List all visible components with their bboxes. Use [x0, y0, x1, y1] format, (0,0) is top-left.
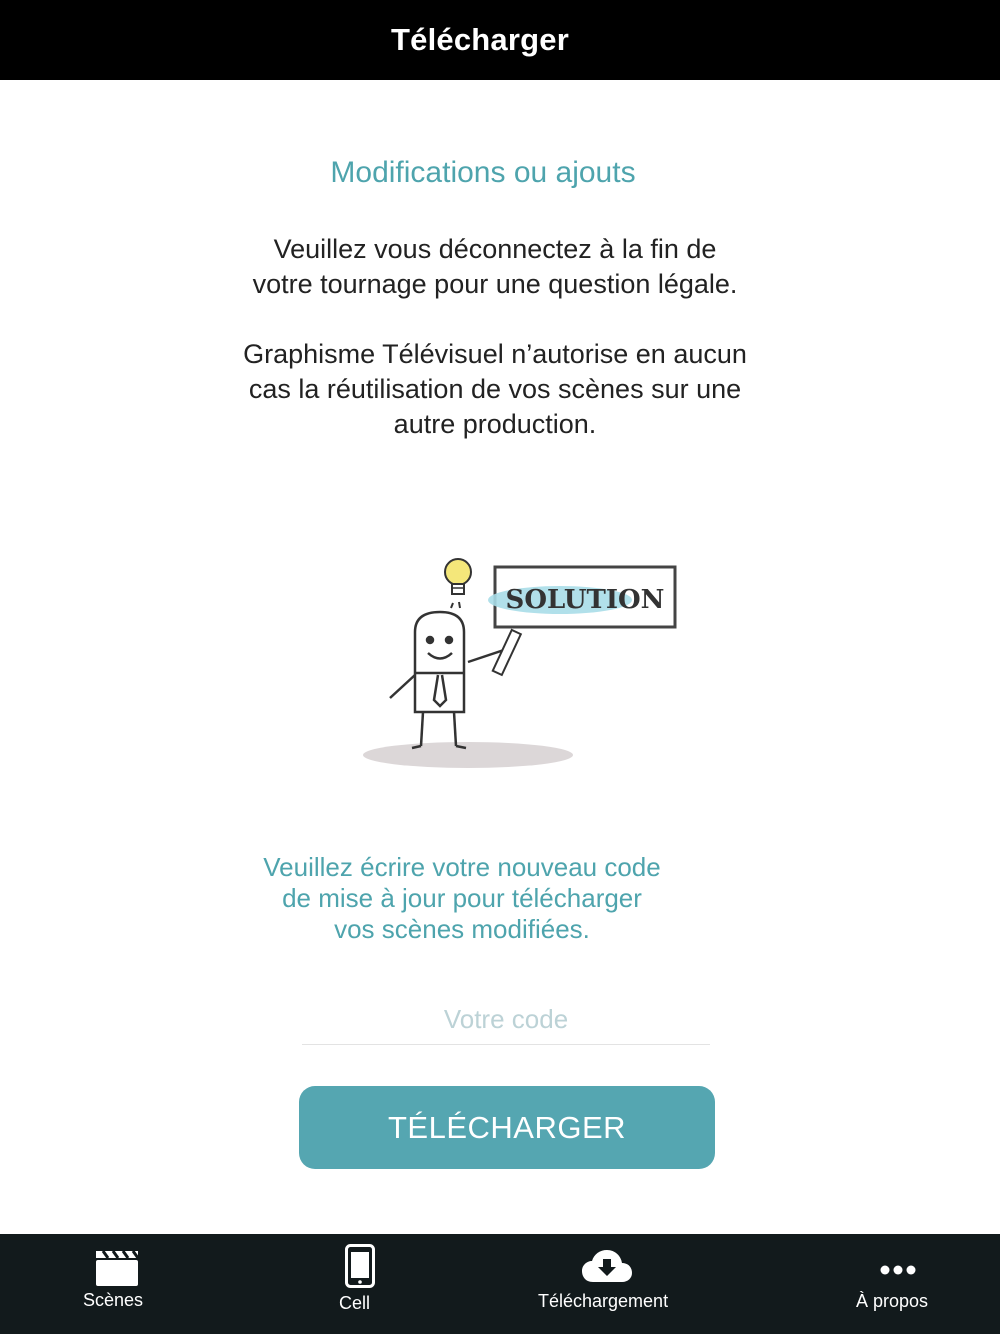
page-title: Télécharger: [391, 22, 569, 57]
clapperboard-icon: [95, 1250, 139, 1286]
tab-a-propos[interactable]: [840, 1234, 950, 1334]
lightbulb-icon: [445, 559, 471, 608]
character: [390, 612, 466, 748]
phone-icon: [345, 1244, 375, 1288]
section-title: Modifications ou ajouts: [330, 156, 636, 189]
solution-illustration: [360, 550, 700, 780]
tab-cell[interactable]: [305, 1234, 405, 1334]
legal-notice-paragraph: [0, 232, 990, 302]
pencil-arm: [468, 630, 521, 675]
tab-label: Cell: [339, 1293, 371, 1313]
instruction-line: de mise à jour pour télécharger: [282, 883, 642, 913]
reuse-policy-line: Graphisme Télévisuel n’autorise en aucun: [243, 339, 747, 369]
reuse-policy-line: cas la réutilisation de vos scènes sur une: [248, 374, 742, 404]
top-bar: [0, 0, 1000, 80]
more-dots-icon: [880, 1264, 916, 1276]
download-button[interactable]: TÉLÉCHARGER: [299, 1086, 715, 1169]
legal-notice-line: Veuillez vous déconnectez à la fin de: [273, 234, 717, 264]
instruction-text: [0, 852, 924, 945]
reuse-policy-paragraph: [0, 337, 990, 442]
instruction-line: Veuillez écrire votre nouveau code: [263, 852, 661, 882]
tab-telechargement[interactable]: [530, 1234, 680, 1334]
reuse-policy-line: autre production.: [393, 409, 597, 439]
cloud-download-icon: [581, 1248, 633, 1284]
tab-label: Scènes: [83, 1290, 144, 1310]
tab-label: Téléchargement: [538, 1291, 669, 1311]
tab-label: À propos: [856, 1291, 929, 1311]
instruction-line: vos scènes modifiées.: [334, 914, 590, 944]
update-code-input[interactable]: [302, 995, 710, 1045]
tab-scenes[interactable]: [62, 1234, 162, 1334]
sign-text: SOLUTION: [505, 585, 665, 615]
legal-notice-line: votre tournage pour une question légale.: [252, 269, 738, 299]
ground-shadow: [363, 742, 573, 768]
solution-sign: [488, 567, 675, 627]
bottom-tab-bar: [0, 1234, 1000, 1334]
